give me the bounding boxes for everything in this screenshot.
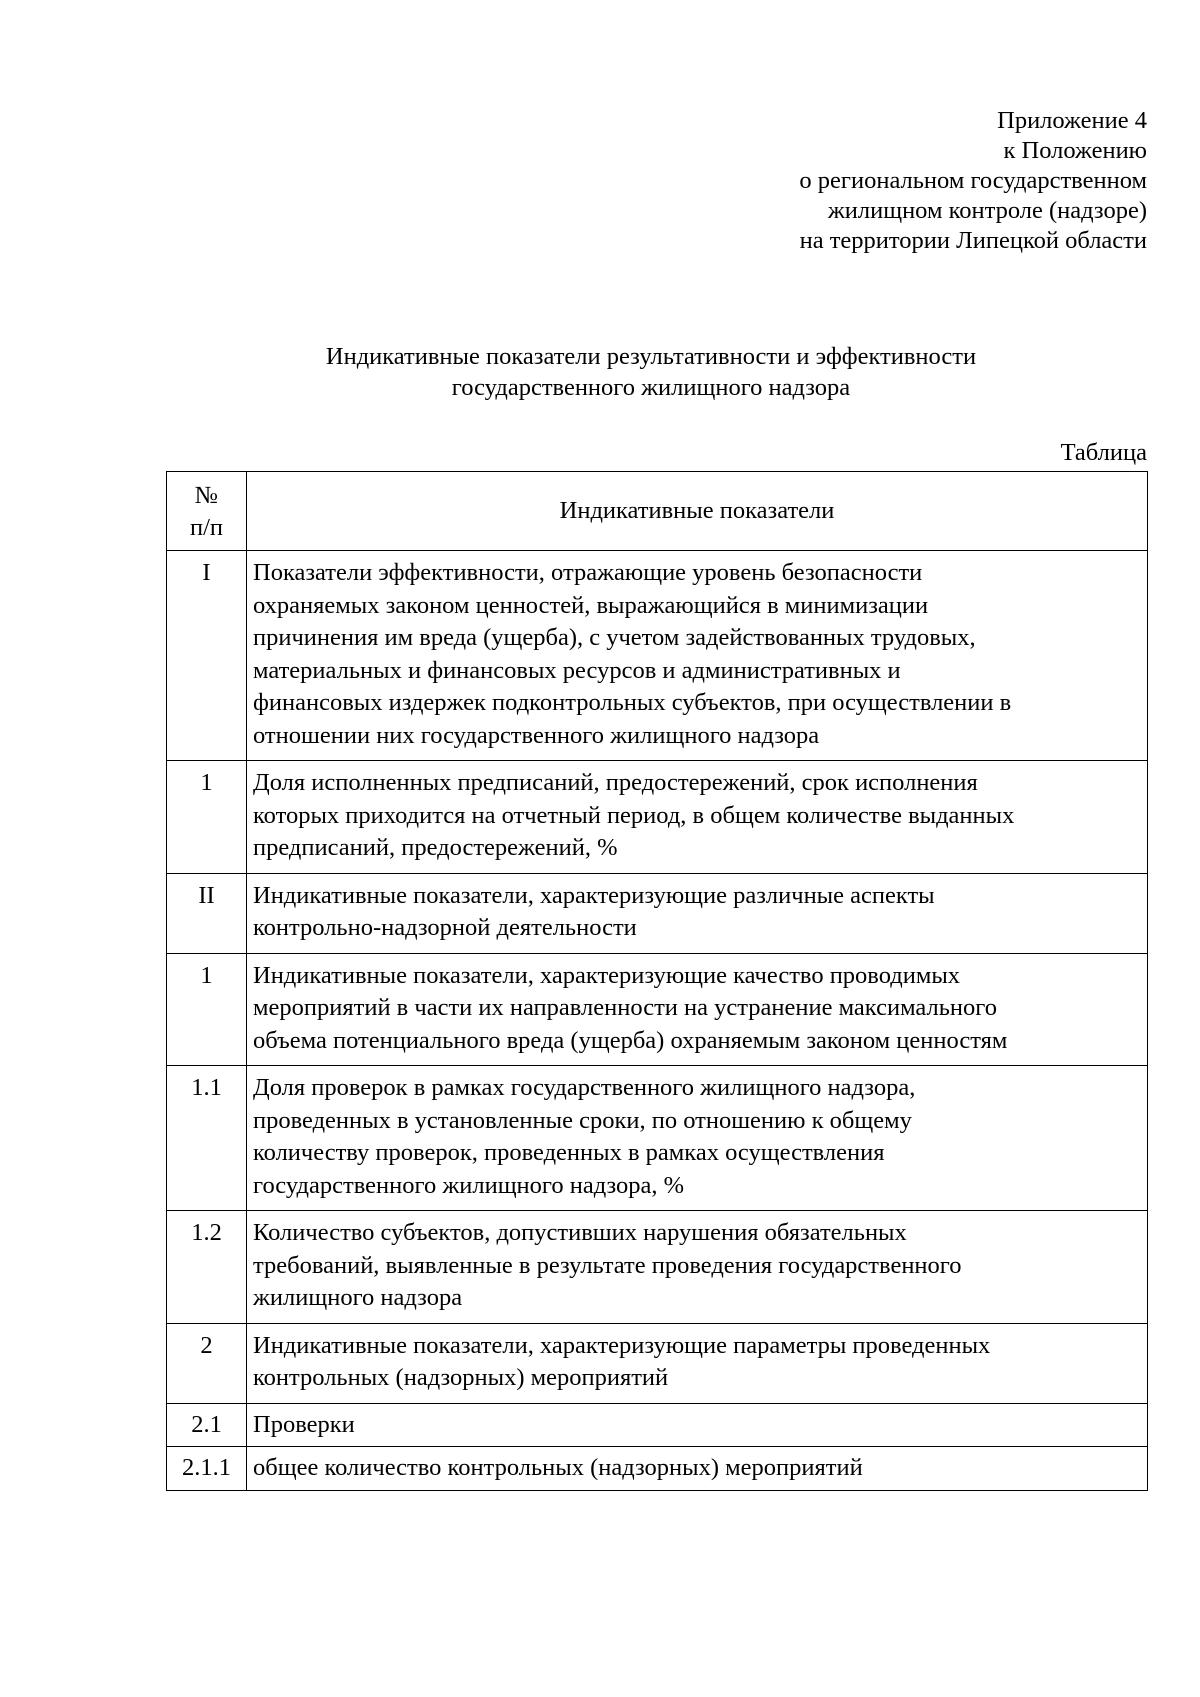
- indicator-text-line: Доля проверок в рамках государственного жилищного надзора,: [253, 1074, 916, 1101]
- table-caption: Таблица: [1060, 439, 1147, 466]
- document-title-line: государственного жилищного надзора: [451, 374, 851, 401]
- indicator-text-line: охраняемых законом ценностей, выражающийся в минимизации: [253, 591, 929, 619]
- row-number: II: [167, 873, 247, 953]
- indicator-text-line: жилищного надзора: [253, 1284, 463, 1311]
- appendix-header: [447, 106, 1147, 256]
- row-number: 1.2: [167, 1211, 247, 1324]
- indicator-text-line: причинения им вреда (ущерба), с учетом задействованных трудовых,: [253, 624, 976, 651]
- table-header-row: [167, 472, 1148, 551]
- indicator-text-line: контрольно-надзорной деятельности: [253, 914, 637, 941]
- indicator-text-line: материальных и финансовых ресурсов и административных и: [253, 656, 901, 684]
- table-row: [167, 1447, 1148, 1491]
- indicator-text-line: государственного жилищного надзора, %: [253, 1171, 685, 1199]
- appendix-line: жилищном контроле (надзоре): [827, 197, 1147, 224]
- row-indicator-text: [247, 953, 1148, 1066]
- indicator-text-line: Индикативные показатели, характеризующие различные аспекты: [253, 881, 935, 909]
- table-row: [167, 953, 1148, 1066]
- indicator-text-line: Проверки: [253, 1410, 355, 1438]
- document-title: [155, 341, 1147, 403]
- table-row: [167, 1403, 1148, 1447]
- column-header-number-line: №: [194, 482, 219, 509]
- table-row: [167, 873, 1148, 953]
- indicator-text-line: Индикативные показатели, характеризующие параметры проведенных: [253, 1331, 991, 1359]
- row-number: I: [167, 551, 247, 761]
- row-indicator-text: [247, 1211, 1148, 1324]
- column-header-number-line: п/п: [189, 514, 224, 541]
- indicator-text-line: объема потенциального вреда (ущерба) охраняемым законом ценностям: [253, 1026, 1008, 1054]
- row-indicator-text: [247, 1323, 1148, 1403]
- table-row: [167, 551, 1148, 761]
- indicator-text-line: количеству проверок, проведенных в рамках осуществления: [253, 1139, 885, 1166]
- row-number: 2.1: [167, 1403, 247, 1447]
- column-header-indicators: Индикативные показатели: [247, 472, 1148, 551]
- indicator-text-line: проведенных в установленные сроки, по отношению к общему: [253, 1106, 912, 1134]
- appendix-line: о региональном государственном: [799, 167, 1147, 194]
- indicator-text-line: Индикативные показатели, характеризующие качество проводимых: [253, 961, 961, 989]
- indicator-text-line: Количество субъектов, допустивших нарушения обязательных: [253, 1219, 907, 1246]
- row-indicator-text: [247, 1447, 1148, 1491]
- indicator-text-line: общее количество контрольных (надзорных) мероприятий: [253, 1454, 863, 1481]
- indicator-text-line: которых приходится на отчетный период, в общем количестве выданных: [253, 801, 1015, 829]
- table-body: [167, 551, 1148, 1491]
- indicator-text-line: отношении них государственного жилищного надзора: [253, 721, 820, 749]
- appendix-line: на территории Липецкой области: [799, 227, 1147, 254]
- row-indicator-text: [247, 761, 1148, 874]
- indicator-text-line: Показатели эффективности, отражающие уровень безопасности: [253, 559, 923, 586]
- row-number: 2: [167, 1323, 247, 1403]
- appendix-line: Приложение 4: [997, 107, 1147, 134]
- row-indicator-text: [247, 551, 1148, 761]
- row-indicator-text: [247, 873, 1148, 953]
- table-row: [167, 761, 1148, 874]
- row-indicator-text: [247, 1403, 1148, 1447]
- table-row: [167, 1211, 1148, 1324]
- indicator-text-line: финансовых издержек подконтрольных субъектов, при осуществлении в: [253, 689, 1012, 716]
- row-number: 2.1.1: [167, 1447, 247, 1491]
- table-row: [167, 1066, 1148, 1211]
- indicator-text-line: контрольных (надзорных) мероприятий: [253, 1364, 669, 1391]
- document-title-line: Индикативные показатели результативности и эффективности: [325, 343, 977, 370]
- row-number: 1: [167, 761, 247, 874]
- column-header-number: [167, 472, 247, 551]
- row-number: 1: [167, 953, 247, 1066]
- indicators-table: [166, 471, 1148, 1491]
- indicator-text-line: Доля исполненных предписаний, предостережений, срок исполнения: [253, 769, 978, 796]
- indicator-text-line: предписаний, предостережений, %: [253, 834, 618, 861]
- indicator-text-line: требований, выявленные в результате проведения государственного: [253, 1251, 962, 1279]
- table-row: [167, 1323, 1148, 1403]
- appendix-line: к Положению: [1003, 137, 1147, 164]
- indicator-text-line: мероприятий в части их направленности на устранение максимального: [253, 994, 997, 1021]
- row-number: 1.1: [167, 1066, 247, 1211]
- row-indicator-text: [247, 1066, 1148, 1211]
